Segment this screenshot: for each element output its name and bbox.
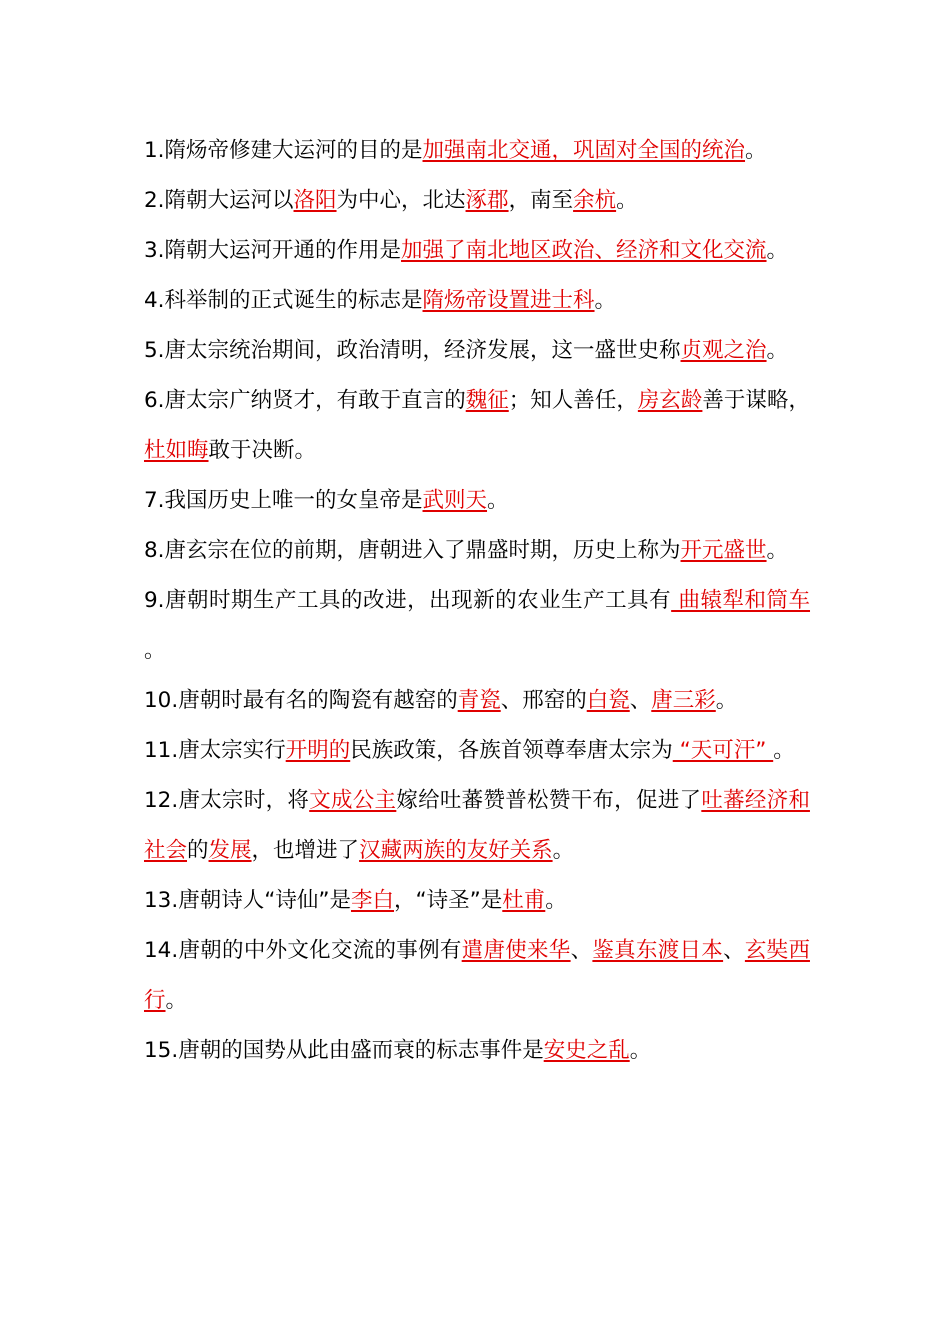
answer-text: 安史之乱	[543, 1038, 630, 1063]
question-text: 。	[629, 1038, 652, 1063]
question-item	[144, 1026, 810, 1076]
answer-text: 魏征	[465, 388, 509, 413]
question-text: 的	[187, 838, 209, 863]
answer-text: 鉴真东渡日本	[592, 938, 724, 963]
answer-text: 发展	[208, 838, 252, 863]
question-text: 。	[594, 288, 617, 313]
question-text: 为中心，北达	[336, 188, 466, 213]
answer-text: “天可汗”	[672, 738, 774, 763]
question-text: 。	[766, 338, 789, 363]
answer-text: 李白	[350, 888, 394, 913]
question-item	[144, 476, 810, 526]
question-text: 。	[545, 888, 567, 913]
answer-text: 遣唐使来华	[461, 938, 571, 963]
answer-text: 青瓷	[457, 688, 501, 713]
question-item	[144, 176, 810, 226]
question-text: 8.唐玄宗在位的前期，唐朝进入了鼎盛时期，历史上称为	[144, 538, 681, 563]
question-text: 。	[766, 538, 789, 563]
question-text: 、	[629, 688, 652, 713]
question-text: 9.唐朝时期生产工具的改进，出现新的农业生产工具有	[144, 588, 672, 613]
document-body	[144, 126, 810, 1076]
question-text: ；知人善任，	[508, 388, 638, 413]
question-item	[144, 876, 810, 926]
question-text: 。	[616, 188, 638, 213]
question-text: 10.唐朝时最有名的陶瓷有越窑的	[144, 688, 458, 713]
answer-text: 余杭	[573, 188, 617, 213]
question-item	[144, 776, 810, 876]
question-text: 嫁给吐蕃赞普松赞干布，促进了	[396, 788, 702, 813]
question-text: 2.隋朝大运河以	[144, 188, 294, 213]
question-text: 12.唐太宗时，将	[144, 788, 310, 813]
question-item	[144, 576, 810, 676]
question-text: 。	[766, 238, 789, 263]
answer-text: 贞观之治	[680, 338, 767, 363]
question-text: 。	[715, 688, 738, 713]
question-text: ，也增进了	[251, 838, 360, 863]
answer-text: 汉藏两族的友好关系	[359, 838, 553, 863]
answer-text: 文成公主	[309, 788, 397, 813]
question-text: 1.隋炀帝修建大运河的目的是	[144, 138, 423, 163]
answer-text: 吐蕃经济和社会	[144, 788, 810, 863]
question-text: 3.隋朝大运河开通的作用是	[144, 238, 402, 263]
question-text: 。	[487, 488, 509, 513]
question-text: 。	[144, 638, 166, 663]
question-item	[144, 726, 810, 776]
question-text: 7.我国历史上唯一的女皇帝是	[144, 488, 423, 513]
question-text: 6.唐太宗广纳贤才，有敢于直言的	[144, 388, 466, 413]
answer-text: 杜甫	[502, 888, 546, 913]
question-text: 15.唐朝的国势从此由盛而衰的标志事件是	[144, 1038, 544, 1063]
question-text: 。	[165, 988, 188, 1013]
question-item	[144, 326, 810, 376]
answer-text: 杜如晦	[144, 438, 209, 463]
answer-text: 曲辕犁和筒车	[671, 588, 811, 613]
question-text: ，“诗圣”是	[394, 888, 503, 913]
question-text: 善于谋略，	[702, 388, 810, 413]
question-text: 。	[745, 138, 767, 163]
question-text: 。	[773, 738, 795, 763]
answer-text: 隋炀帝设置进士科	[422, 288, 595, 313]
question-item	[144, 126, 810, 176]
question-text: 。	[552, 838, 575, 863]
answer-text: 唐三彩	[651, 688, 716, 713]
answer-text: 加强南北交通，巩固对全国的统治	[422, 138, 746, 163]
answer-text: 房玄龄	[637, 388, 703, 413]
question-text: 、邢窑的	[500, 688, 587, 713]
question-text: ，南至	[508, 188, 574, 213]
answer-text: 洛阳	[293, 188, 337, 213]
question-item	[144, 226, 810, 276]
question-item	[144, 376, 810, 476]
question-text: 、	[570, 938, 593, 963]
question-text: 13.唐朝诗人“诗仙”是	[144, 888, 351, 913]
answer-text: 开元盛世	[680, 538, 767, 563]
question-text: 14.唐朝的中外文化交流的事例有	[144, 938, 462, 963]
question-text: 民族政策，各族首领尊奉唐太宗为	[350, 738, 673, 763]
question-item	[144, 926, 810, 1026]
question-item	[144, 676, 810, 726]
answer-text: 涿郡	[465, 188, 509, 213]
question-item	[144, 526, 810, 576]
question-text: 敢于决断。	[208, 438, 317, 463]
answer-text: 加强了南北地区政治、经济和文化交流	[401, 238, 767, 263]
question-text: 11.唐太宗实行	[144, 738, 286, 763]
answer-text: 白瓷	[586, 688, 630, 713]
question-item	[144, 276, 810, 326]
question-text: 、	[723, 938, 745, 963]
answer-text: 武则天	[422, 488, 488, 513]
question-text: 4.科举制的正式诞生的标志是	[144, 288, 423, 313]
answer-text: 玄奘西行	[144, 938, 810, 1013]
question-text: 5.唐太宗统治期间，政治清明，经济发展，这一盛世史称	[144, 338, 681, 363]
answer-text: 开明的	[285, 738, 351, 763]
